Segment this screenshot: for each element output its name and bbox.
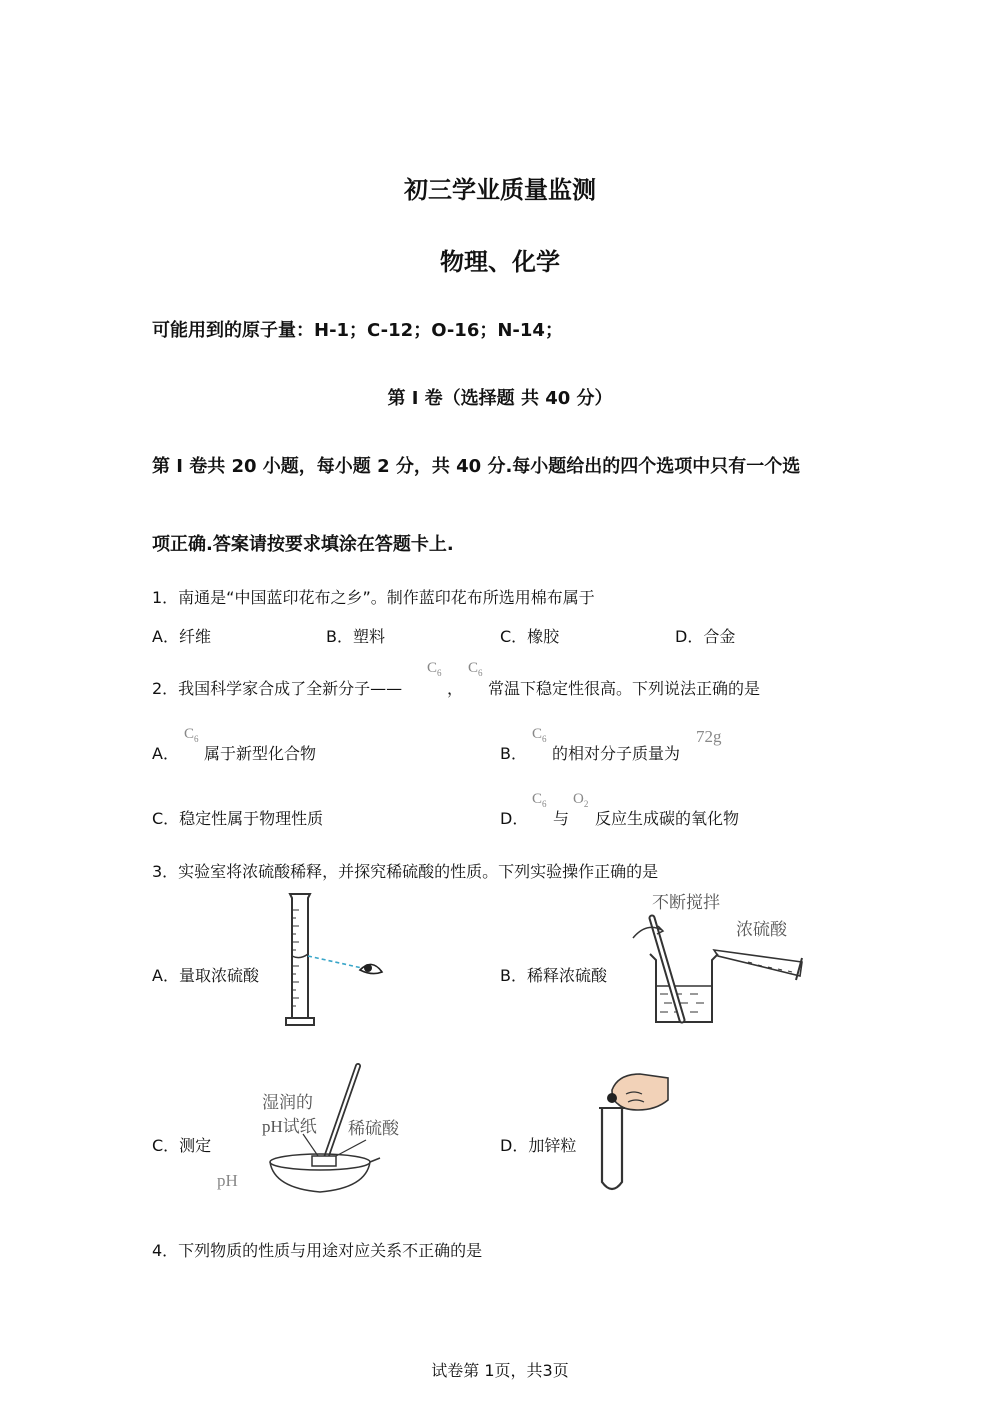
atomic-mass-note: 可能用到的原子量：H-1；C-12；O-16；N-14； (152, 320, 563, 341)
section-heading: 第 I 卷（选择题 共 40 分） (387, 388, 613, 409)
q2-comma: ， (447, 679, 464, 698)
q2-option-c: C．稳定性属于物理性质 (152, 809, 324, 828)
page-subtitle: 物理、化学 (440, 248, 560, 276)
page-footer: 试卷第 1页，共3页 (431, 1361, 569, 1380)
q4-stem: 4．下列物质的性质与用途对应关系不正确的是 (152, 1241, 483, 1260)
q2-option-a-formula: $C_6$ (184, 726, 199, 744)
ph-test-figure (258, 1062, 418, 1202)
q2-option-b-text: 的相对分子质量为 (552, 744, 681, 763)
q2-option-d-mid: 与 (553, 809, 570, 828)
q1-option-a: A．纤维 (152, 627, 211, 646)
q2-option-d-text: 反应生成碳的氧化物 (595, 809, 740, 828)
q1-option-d: D．合金 (675, 627, 736, 646)
label-stirring: 不断搅拌 (652, 893, 720, 913)
eye-icon (360, 964, 382, 974)
dilution-beaker-figure (628, 888, 818, 1028)
q2-stem-part2: 常温下稳定性很高。下列说法正确的是 (488, 679, 761, 698)
hand-icon (612, 1074, 668, 1110)
q1-option-b: B．塑料 (326, 627, 385, 646)
q1-stem: 1．南通是“中国蓝印花布之乡”。制作蓝印花布所选用棉布属于 (152, 588, 595, 607)
q1-option-c: C．橡胶 (500, 627, 560, 646)
label-dilute-acid: 稀硫酸 (348, 1119, 399, 1139)
q3-option-c: C．测定 (152, 1136, 212, 1155)
section-instruction-line1: 第 I 卷共 20 小题，每小题 2 分，共 40 分.每小题给出的四个选项中只有一个选 (152, 456, 801, 477)
acid-cylinder (714, 950, 802, 980)
q2-option-b-value: 72g (696, 727, 722, 746)
q2-formula-c6-2: $C_6$ (468, 660, 483, 678)
section-instruction-line2: 项正确.答案请按要求填涂在答题卡上. (152, 534, 454, 555)
graduated-cylinder-figure (280, 890, 390, 1030)
q2-option-d-formula-o2: $O_2$ (573, 791, 589, 809)
zinc-granule (607, 1093, 617, 1103)
test-tube (602, 1108, 622, 1189)
label-wet-paper-1: 湿润的 (262, 1093, 313, 1113)
q3-option-b: B．稀释浓硫酸 (500, 966, 607, 985)
q2-option-a-prefix: A． (152, 744, 179, 763)
q3-stem: 3．实验室将浓硫酸稀释，并探究稀硫酸的性质。下列实验操作正确的是 (152, 862, 659, 881)
q2-option-a-text: 属于新型化合物 (204, 744, 317, 763)
glass-rod-dropper (326, 1066, 358, 1158)
q3-option-a: A．量取浓硫酸 (152, 966, 259, 985)
q2-stem-part1: 2．我国科学家合成了全新分子—— (152, 679, 403, 698)
q2-formula-c6-1: $C_6$ (427, 660, 442, 678)
page-title: 初三学业质量监测 (404, 176, 596, 204)
zinc-test-tube-figure (598, 1064, 688, 1199)
q3-option-c-ph: pH (217, 1171, 238, 1190)
q2-option-b-prefix: B． (500, 744, 527, 763)
q2-option-b-formula: $C_6$ (532, 726, 547, 744)
q2-option-d-formula-c6: $C_6$ (532, 791, 547, 809)
label-wet-paper-2: pH试纸 (262, 1117, 317, 1136)
q3-option-d: D．加锌粒 (500, 1136, 577, 1155)
q2-option-d-prefix: D． (500, 809, 529, 828)
label-concentrated-acid: 浓硫酸 (736, 920, 787, 940)
